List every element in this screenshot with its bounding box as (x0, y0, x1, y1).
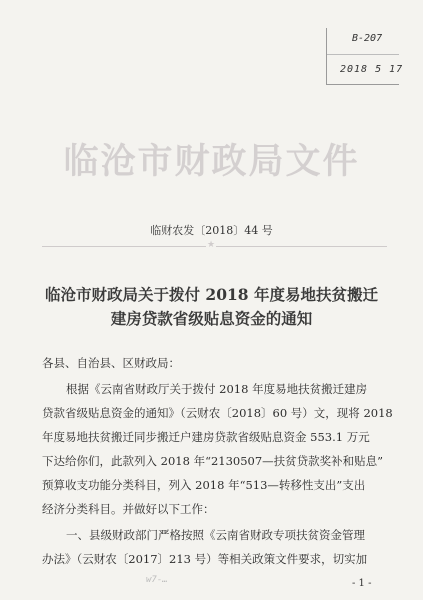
footer-scribble: w7-… (146, 575, 168, 585)
document-title-line-2: 建房贷款省级贴息资金的通知 (110, 309, 313, 328)
body-line: 办法》（云财农〔2017〕213 号）等相关政策文件要求，切实加 (42, 552, 368, 566)
handwritten-date: 2018 5 17 (340, 64, 404, 75)
handwritten-code: B-207 (352, 33, 383, 44)
body-line: 根据《云南省财政厅关于拨付 2018 年度易地扶贫搬迁建房 (66, 382, 368, 396)
body-line: 下达给你们，此款列入 2018 年“2130507—扶贫贷款奖补和贴息” (42, 454, 384, 468)
document-number: 临财农发〔2018〕44 号 (150, 224, 273, 237)
page-number: - 1 - (352, 578, 372, 589)
body-line: 预算收支功能分类科目，列入 2018 年“513—转移性支出”支出 (42, 478, 366, 492)
body-line: 贷款省级贴息资金的通知》（云财农〔2018〕60 号）文，现将 2018 (42, 406, 393, 420)
body-line: 经济分类科目。并做好以下工作： (42, 502, 215, 516)
agency-title: 临沧市财政局文件 (63, 142, 360, 182)
body-line: 年度易地扶贫搬迁同步搬迁户建房贷款省级贴息资金 553.1 万元 (42, 430, 370, 444)
document-title-line-1: 临沧市财政局关于拨付 2018 年度易地扶贫搬迁 (45, 285, 378, 304)
body-line: 一、县级财政部门严格按照《云南省财政专项扶贫资金管理 (66, 528, 365, 542)
salutation: 各县、自治县、区财政局： (42, 356, 180, 370)
divider-star-icon: ★ (206, 240, 216, 250)
